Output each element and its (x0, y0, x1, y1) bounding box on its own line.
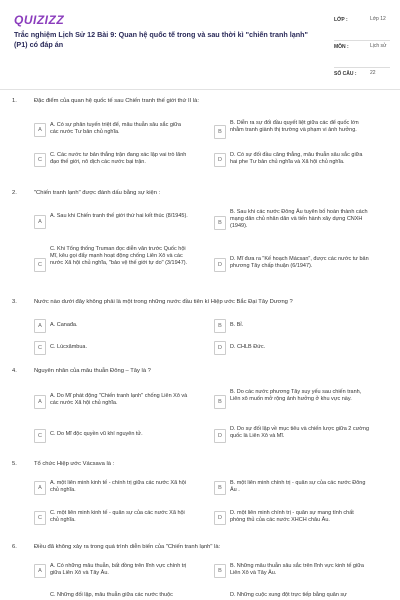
meta-class (334, 14, 390, 41)
document-header (0, 0, 400, 80)
question-6 (10, 544, 390, 600)
option-text: B. Những mâu thuẫn sâu sắc trên lĩnh vực kinh tế giữa Liên Xô và Tây Âu. (230, 563, 364, 576)
option-text: B. Diễn ra sự đối đầu quyết liệt giữa các để quốc lớn nhằm tranh giành thị trường và phạm vi ảnh hưởng. (230, 120, 359, 133)
option-text: B. Do các nước phương Tây suy yếu sau chiến tranh, Liên xô muốn mở rộng ảnh hưởng ở khu vực này. (230, 389, 362, 402)
meta-subject-label: MÔN : (334, 44, 349, 50)
option-text: D. Những cuộc xung đột trực tiếp bằng quân sự (230, 592, 347, 598)
option-text: C. Các nước tư bản thắng trận đang xác lập vai trò lãnh đạo thế giới, nô dịch các nước bại trận. (50, 152, 187, 165)
question-text: Điều đã không xảy ra trong quá trình diễn biến của "Chiến tranh lạnh" là: (34, 544, 221, 550)
meta-count (334, 68, 390, 94)
question-text: Đặc điểm của quan hệ quốc tế sau Chiến tranh thế giới thứ II là: (34, 98, 199, 104)
question-3 (10, 299, 390, 359)
option-letter: B (214, 125, 226, 139)
option-text: D. một liên minh chính trị - quân sự mang tính chất phòng thủ của các nước XHCH châu Âu. (230, 510, 354, 523)
quizizz-logo: QUIZIZZ (14, 13, 65, 27)
question-text: "Chiến tranh lạnh" được đánh dấu bằng sự kiện : (34, 190, 161, 196)
option-text: B. Bỉ. (230, 322, 244, 328)
option-text: A. Do Mĩ phát động "Chiến tranh lạnh" chống Liên Xô và các nước Xã hội chủ nghĩa. (50, 393, 188, 406)
option-text: D. Mĩ đưa ra "Kế hoạch Mácsan", được các nước tư bản phương Tây chấp thuận (6/1947). (230, 256, 369, 269)
option-letter: C (34, 341, 46, 355)
meta-subject (334, 41, 390, 68)
document-title: Trắc nghiệm Lịch Sử 12 Bài 9: Quan hệ quốc tế trong và sau thời kì "chiến tranh lạnh" (P1) có đáp án (14, 30, 308, 49)
option-letter: C (34, 511, 46, 525)
question-text: Nước nào dưới đây không phải là một trong những nước đầu tiên kí Hiệp ước Bắc Đại Tây Dương ? (34, 299, 293, 305)
option-letter: C (34, 258, 46, 272)
option-text: A. Canađa. (50, 322, 78, 328)
meta-count-label: SỐ CÂU : (334, 71, 357, 77)
question-number: 5. (12, 461, 17, 467)
option-letter: D (214, 341, 226, 355)
option-text: D. Do sự đối lập về mục tiêu và chiến lược giữa 2 cường quốc là Liên Xô và Mĩ. (230, 426, 370, 439)
question-number: 3. (12, 299, 17, 305)
option-text: A. Sau khi Chiến tranh thế giới thứ hai kết thúc (8/1945). (50, 213, 188, 219)
option-letter: A (34, 395, 46, 409)
option-letter: A (34, 215, 46, 229)
question-text: Tổ chức Hiệp ước Vácsava là : (34, 461, 115, 467)
question-5 (10, 461, 390, 537)
option-text: B. Sau khi các nước Đông Âu tuyên bố hoàn thành cách mạng dân chủ nhân dân và tiến hành xây dựng CNXH (1949). (230, 209, 368, 229)
option-letter: C (34, 153, 46, 167)
option-letter: B (214, 319, 226, 333)
question-1 (10, 98, 390, 172)
option-text: B. một liên minh chính trị - quân sự của các nước Đông Âu . (230, 480, 366, 493)
option-text: C. Lúcxămbua. (50, 344, 87, 350)
option-letter: B (214, 395, 226, 409)
option-letter: A (34, 564, 46, 578)
option-text: C. Những đối lập, mâu thuẫn giữa các nước thuộc (50, 592, 173, 598)
option-text: D. Có sự đối đầu căng thẳng, mâu thuẫn sâu sắc giữa hai phe Tư bản chủ nghĩa và Xã hội chủ nghĩa. (230, 152, 363, 165)
option-text: C. một liên minh kinh tế - quân sự của các nước Xã hội chủ nghĩa. (50, 510, 185, 523)
meta-count-value: 22 (370, 70, 376, 76)
meta-class-value: Lớp 12 (370, 16, 386, 22)
option-text: A. Có sự phân tuyến triệt để, mâu thuẫn sâu sắc giữa các nước Tư bản chủ nghĩa. (50, 122, 181, 135)
option-letter: D (214, 511, 226, 525)
option-letter: A (34, 319, 46, 333)
question-text: Nguyên nhân của mâu thuẫn Đông – Tây là ? (34, 368, 151, 374)
option-letter: B (214, 564, 226, 578)
option-text: A. một liên minh kinh tế - chính trị giữa các nước Xã hội chủ nghĩa. (50, 480, 187, 493)
option-letter: B (214, 481, 226, 495)
option-text: D. CHLB Đức. (230, 344, 266, 350)
question-number: 6. (12, 544, 17, 550)
question-number: 1. (12, 98, 17, 104)
option-text: C. Khi Tổng thống Truman đọc diễn văn trước Quốc hội Mĩ, kêu gọi đẩy mạnh hoạt động chống Liên Xô và các nước Xã hội chủ nghĩa, "bảo vệ thế giới tự do" (3/1947). (50, 246, 188, 266)
option-letter: B (214, 216, 226, 230)
meta-info (334, 14, 390, 94)
option-text: C. Do Mĩ độc quyền vũ khí nguyên tử. (50, 431, 143, 437)
question-2 (10, 190, 390, 290)
option-letter: A (34, 123, 46, 137)
meta-subject-value: Lịch sử (370, 43, 387, 49)
option-letter: A (34, 481, 46, 495)
question-4 (10, 368, 390, 450)
option-letter: D (214, 258, 226, 272)
question-number: 2. (12, 190, 17, 196)
question-number: 4. (12, 368, 17, 374)
option-letter: D (214, 429, 226, 443)
option-text: A. Có những mâu thuẫn, bất đồng trên lĩnh vực chính trị giữa Liên Xô và Tây Âu. (50, 563, 187, 576)
meta-class-label: LỚP : (334, 17, 348, 23)
option-letter: C (34, 429, 46, 443)
option-letter: D (214, 153, 226, 167)
header-divider (0, 89, 400, 90)
